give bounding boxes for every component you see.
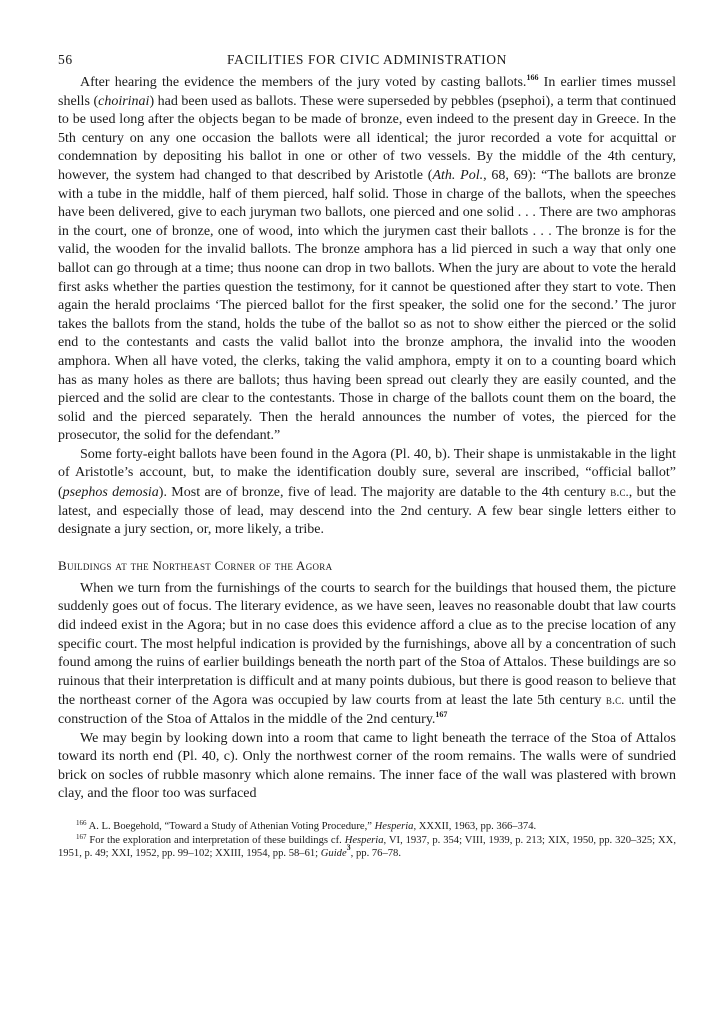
journal-title: Hesperia xyxy=(374,820,414,832)
text-run: In earlier times mussel shells ( xyxy=(58,75,676,109)
text-run: When we turn from the furnishings of the courts to search for the buildings that housed them, the picture suddenly goes out of focus. The literary evidence, as we have seen, leaves no reasonable doubt that law courts did indeed exist in the Agora; but in no case does this evidence afford a clue as to the precise location of any specific court. The most helpful indication is provided by the furnishings, above all by a concentration of such found among the ruins of earlier buildings beneath the north part of the Stoa of Attalos. These buildings are so ruinous that their interpretation is difficult and at many points dubious, but there is good reason to believe that the northeast corner of the Agora was occupied by law courts from at least the late 5th century xyxy=(58,580,676,709)
text-run: After hearing the evidence the members of the jury voted by casting ballots. xyxy=(80,75,527,90)
italic-term: psephos demosia xyxy=(62,485,159,501)
page-header xyxy=(58,52,676,74)
italic-term: choirinai xyxy=(98,93,150,109)
paragraph xyxy=(58,74,676,446)
journal-title: Hesperia xyxy=(344,834,384,846)
page xyxy=(58,52,676,861)
footnote-ref[interactable]: 167 xyxy=(435,710,448,719)
era-abbrev: b.c. xyxy=(605,692,625,708)
footnotes xyxy=(58,820,676,861)
era-abbrev: b.c. xyxy=(610,484,629,500)
footnote-mark: 167 xyxy=(76,832,87,841)
text-run: A. L. Boegehold, “Toward a Study of Athenian Voting Procedure,” xyxy=(86,820,375,832)
text-run: Some forty-eight ballots have been found in the Agora (Pl. 40, b). Their shape is unmistakable in the light of Aristotle’s account, but, to make the identification doubly sure, several are inscribed, “official ballot” ( xyxy=(58,446,676,501)
text-run: , 68, 69): “The ballots are bronze with a tube in the middle, half of them pierced, half solid. Those in charge of the ballots, when the speeches have been delivered, give to each juryman two ballots, one pierced and one solid . . . There are two amphoras in the court, one of bronze, one of wood, into which the jurymen cast their ballots . . . The bronze is for the valid, the wooden for the invalid ballots. The bronze amphora has a lid pierced in such a way that only one ballot can go through at a time; thus noone can drop in two ballots. When the jury are about to vote the herald first asks whether the parties question the testimony, for it cannot be questioned after they start to vote. Then again the herald proclaims ‘The pierced ballot for the first speaker, the solid one for the second.’ The juror takes the ballots from the stand, holds the tube of the ballot so as not to show either the pierced or the solid end to the contestants and casts the valid ballot into the bronze amphora, the invalid into the wooden amphora. When all have voted, the clerks, taking the valid amphora, empty it on to a counting board which has as many holes as there are ballots; thus having been spread out clearly they are easily counted, and the pierced and the solid are clear to the contestants. Those in charge of the ballots count them on the board, the solid and the pierced separately. Then the herald announces the number of votes, the pierced for the prosecutor, the solid for the defendant.” xyxy=(58,167,676,444)
text-run: We may begin by looking down into a room that came to light beneath the terrace of the Stoa of Attalos toward its north end (Pl. 40, c). Only the northwest corner of the room remains. The walls were of sundried brick on socles of rubble masonry which alone remains. The inner face of the wall was plastered with brown clay, and the floor too was surfaced xyxy=(58,730,676,802)
section-heading: Buildings at the Northeast Corner of the Agora xyxy=(58,557,333,573)
footnote-ref[interactable]: 166 xyxy=(526,73,539,82)
paragraph xyxy=(58,446,676,540)
page-number: 56 xyxy=(58,52,73,67)
italic-citation: Ath. Pol. xyxy=(432,167,484,183)
footnote-mark: 166 xyxy=(76,818,87,827)
text-run: For the exploration and interpretation of these buildings cf. xyxy=(86,834,345,846)
text-run: ) had been used as ballots. These were superseded by pebbles (psephoi), a term that continued to be used long after the objects began to be made of bronze, even indeed to the present day in Greece. In the 5th century on any one occasion the ballots were all identical; the juror recorded a vote for acquittal or condemnation by depositing his ballot in one or other of two vessels. By the middle of the 4th century, however, the system had changed to that described by Aristotle ( xyxy=(58,93,676,183)
text-run: , XXXII, 1963, pp. 366–374. xyxy=(413,820,537,832)
footnote xyxy=(58,820,676,834)
paragraph xyxy=(58,730,676,804)
running-head: FACILITIES FOR CIVIC ADMINISTRATION xyxy=(227,52,507,67)
edition-number: 3 xyxy=(346,843,351,853)
text-run: , pp. 76–78. xyxy=(350,848,401,860)
paragraph xyxy=(58,580,676,730)
footnote xyxy=(58,834,676,861)
book-title: Guide xyxy=(320,848,347,860)
text-run: , VI, 1937, p. 354; VIII, 1939, p. 213; XIX, 1950, pp. 320–325; XX, 1951, p. 49; XXI, 1952, pp. 99–102; XXIII, 1954, pp. 58–61; xyxy=(58,834,676,860)
body-text xyxy=(58,74,676,804)
text-run: ). Most are of bronze, five of lead. The majority are datable to the 4th century xyxy=(158,485,611,501)
text-run: until the construction of the Stoa of Attalos in the middle of the 2nd century. xyxy=(58,693,676,727)
text-run: , but the latest, and especially those of lead, may descend into the 2nd century. A few bear single letters either to designate a jury section, or, more likely, a tribe. xyxy=(58,485,676,538)
